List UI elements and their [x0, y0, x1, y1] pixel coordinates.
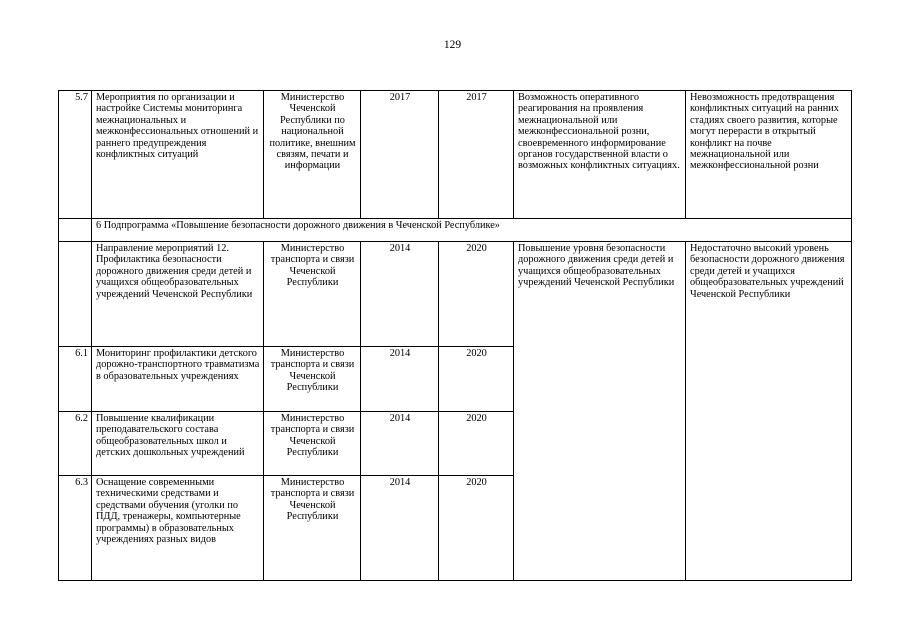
- start-year: 2014: [361, 242, 439, 347]
- executor: Министерство транспорта и связи Чеченской Республики: [264, 476, 361, 581]
- row-number-empty: [59, 219, 92, 242]
- expected-result: Повышение уровня безопасности дорожного движения среди детей и учащихся общеобразовательных учреждений Чеченской Республики: [514, 242, 686, 581]
- executor: Министерство Чеченской Республики по национальной политике, внешним связям, печати и информации: [264, 91, 361, 219]
- row-number: 6.2: [59, 412, 92, 476]
- executor: Министерство транспорта и связи Чеченской Республики: [264, 347, 361, 412]
- measure-name: Направление мероприятий 12. Профилактика безопасности дорожного движения среди детей и учащихся общеобразовательных учреждений Чеченской Республики: [92, 242, 264, 347]
- measure-name: Повышение квалификации преподавательского состава общеобразовательных школ и детских дошкольных учреждений: [92, 412, 264, 476]
- executor: Министерство транспорта и связи Чеченской Республики: [264, 242, 361, 347]
- end-year: 2020: [439, 347, 514, 412]
- page-number: 129: [443, 39, 462, 51]
- table-row: [59, 91, 852, 219]
- row-number: 6.1: [59, 347, 92, 412]
- row-number: 5.7: [59, 91, 92, 219]
- end-year: 2020: [439, 242, 514, 347]
- start-year: 2014: [361, 412, 439, 476]
- non-implementation-consequence: Невозможность предотвращения конфликтных ситуаций на ранних стадиях своего развития, которые могут перерасти в открытый конфликт на почве межнациональной или межконфессиональной розни: [686, 91, 852, 219]
- row-number: 6.3: [59, 476, 92, 581]
- subprogram-title: 6 Подпрограмма «Повышение безопасности дорожного движения в Чеченской Республике»: [92, 219, 852, 242]
- end-year: 2017: [439, 91, 514, 219]
- executor: Министерство транспорта и связи Чеченской Республики: [264, 412, 361, 476]
- subprogram-row: [59, 219, 852, 242]
- start-year: 2014: [361, 347, 439, 412]
- measures-table: [58, 90, 852, 581]
- end-year: 2020: [439, 476, 514, 581]
- measure-name: Оснащение современными техническими средствами и средствами обучения (уголки по ПДД, тренажеры, компьютерные программы) в образовательных учреждениях разных видов: [92, 476, 264, 581]
- row-number: [59, 242, 92, 347]
- expected-result: Возможность оперативного реагирования на проявления межнациональной или межконфессиональной розни, своевременного информирование органов государственной власти о возможных конфликтных ситуациях.: [514, 91, 686, 219]
- start-year: 2014: [361, 476, 439, 581]
- measure-name: Мониторинг профилактики детского дорожно-транспортного травматизма в образовательных учреждениях: [92, 347, 264, 412]
- measure-name: Мероприятия по организации и настройке Системы мониторинга межнациональных и межконфессиональных отношений и раннего предупреждения конфликтных ситуаций: [92, 91, 264, 219]
- table-row: [59, 242, 852, 347]
- start-year: 2017: [361, 91, 439, 219]
- end-year: 2020: [439, 412, 514, 476]
- non-implementation-consequence: Недостаточно высокий уровень безопасности дорожного движения среди детей и учащихся общеобразовательных учреждений Чеченской Республики: [686, 242, 852, 581]
